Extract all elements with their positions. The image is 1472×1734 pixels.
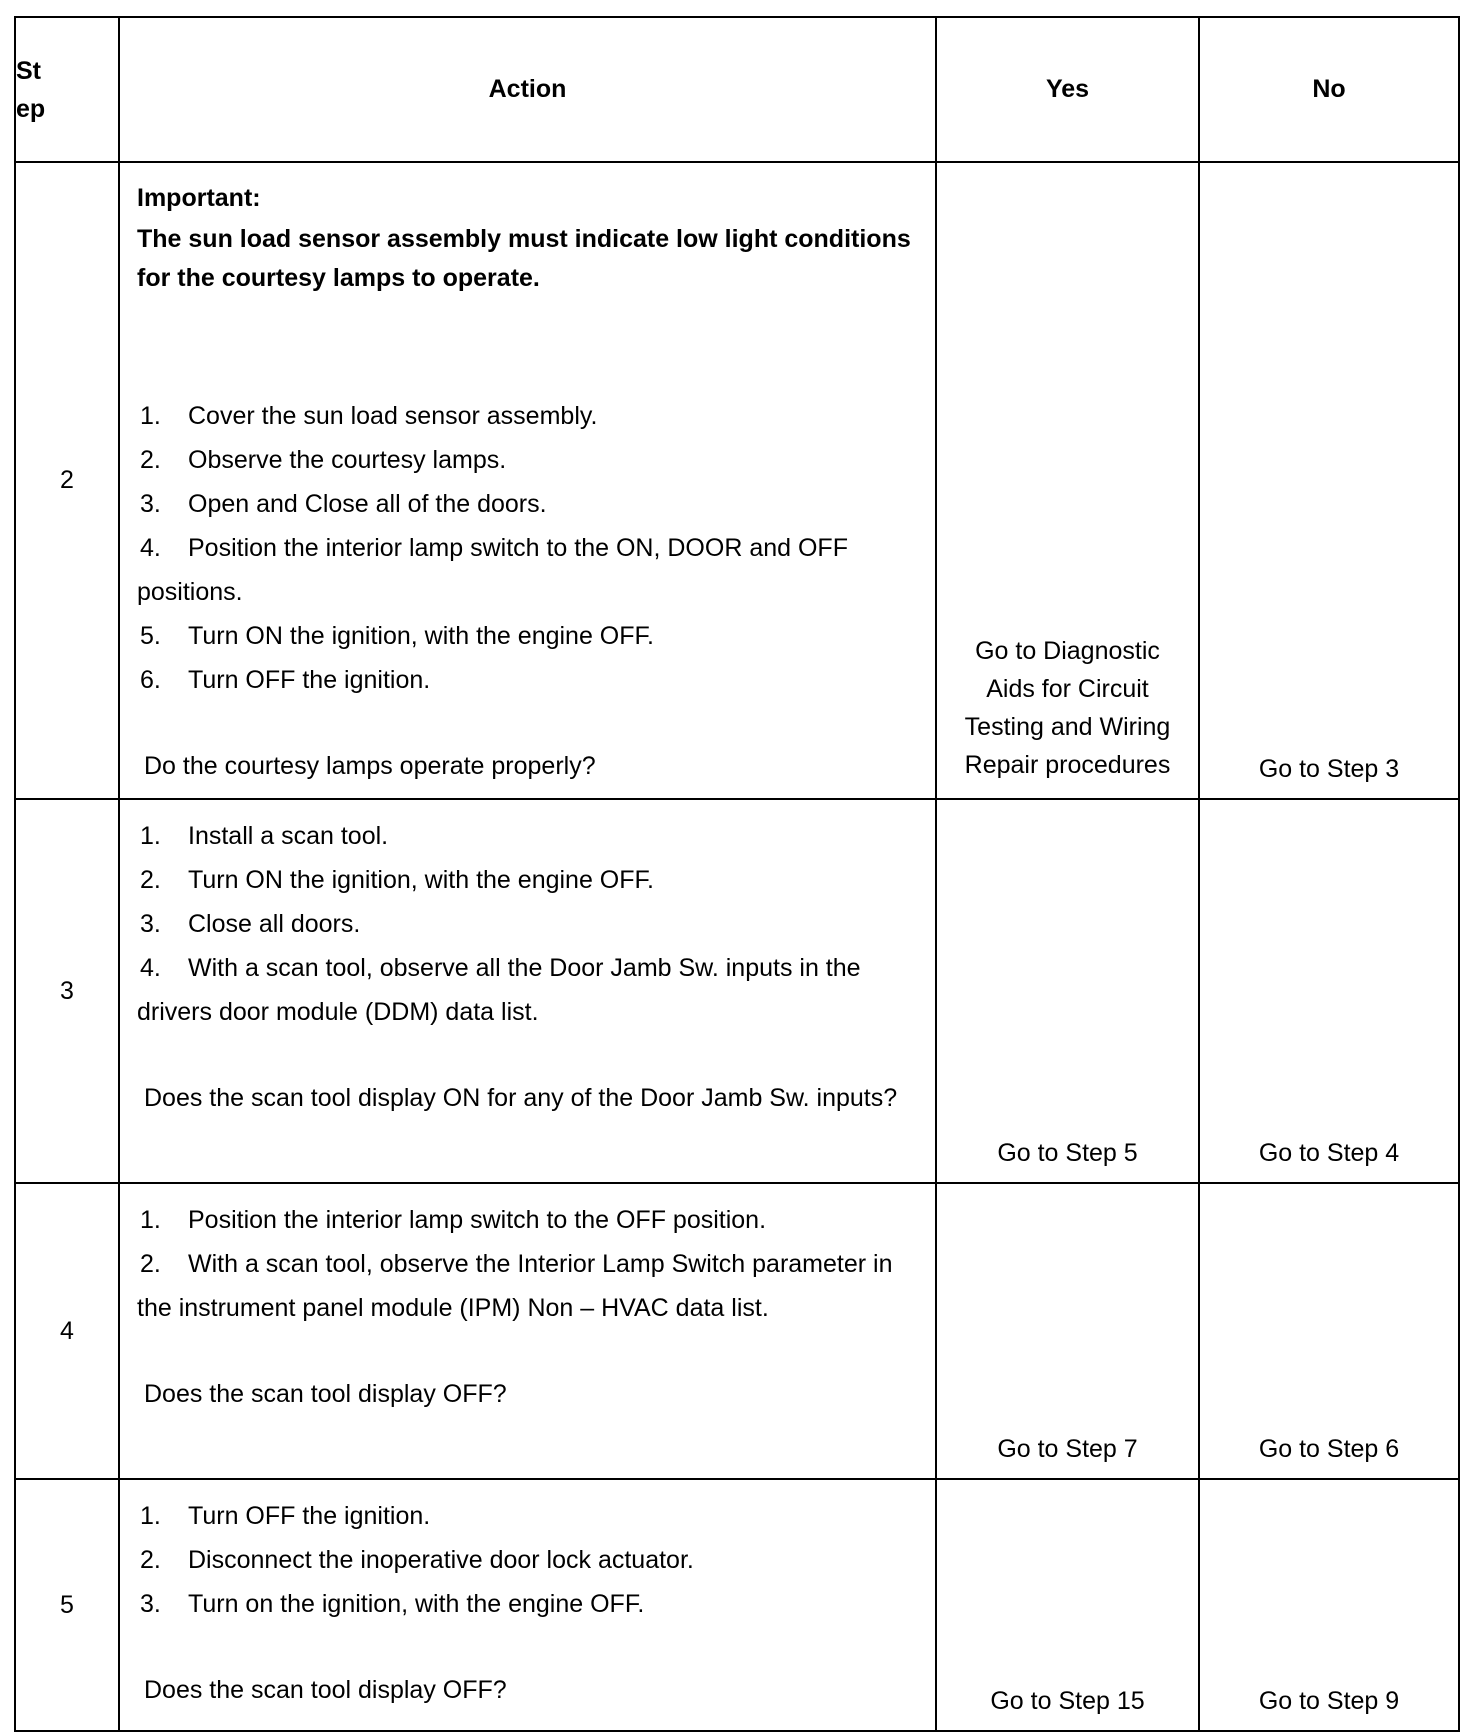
action-cell <box>119 1479 936 1731</box>
table-row <box>15 1479 1459 1731</box>
no-result: Go to Step 3 <box>1258 755 1400 783</box>
step-number: 5 <box>15 1479 119 1731</box>
header-step-line2: ep <box>16 94 46 123</box>
list-item: 4. With a scan tool, observe all the Door Jamb Sw. inputs in the drivers door module (DDM) data list. <box>137 954 861 1026</box>
step-number: 4 <box>15 1183 119 1479</box>
action-question: Does the scan tool display OFF? <box>144 1380 507 1408</box>
list-item: 1. Cover the sun load sensor assembly. <box>140 402 598 430</box>
yes-result: Go to Step 15 <box>990 1687 1145 1715</box>
yes-cell <box>936 799 1199 1183</box>
list-item: 1. Position the interior lamp switch to the OFF position. <box>140 1206 767 1234</box>
header-step <box>15 17 119 162</box>
yes-cell <box>936 1479 1199 1731</box>
no-result: Go to Step 4 <box>1258 1139 1400 1167</box>
action-list <box>137 1494 915 1626</box>
list-item: 3. Open and Close all of the doors. <box>140 490 547 518</box>
yes-result: Go to Step 7 <box>997 1435 1138 1463</box>
header-yes: Yes <box>936 17 1199 162</box>
list-item: 1. Install a scan tool. <box>140 822 389 850</box>
yes-cell <box>936 1183 1199 1479</box>
list-item: 3. Turn on the ignition, with the engine OFF. <box>140 1590 645 1618</box>
yes-result: Go to Diagnostic Aids for Circuit Testing and Wiring Repair procedures <box>964 637 1171 779</box>
list-item: 2. Disconnect the inoperative door lock actuator. <box>140 1546 694 1574</box>
diagnostic-table-page <box>14 16 1458 1727</box>
list-item: 2. Observe the courtesy lamps. <box>140 446 507 474</box>
step-number: 2 <box>15 162 119 799</box>
yes-result: Go to Step 5 <box>997 1139 1138 1167</box>
action-question: Does the scan tool display ON for any of the Door Jamb Sw. inputs? <box>144 1084 898 1112</box>
action-cell <box>119 1183 936 1479</box>
list-item: 2. Turn ON the ignition, with the engine OFF. <box>140 866 654 894</box>
action-question: Does the scan tool display OFF? <box>144 1676 507 1704</box>
no-cell <box>1199 1183 1459 1479</box>
table-row <box>15 162 1459 799</box>
no-cell <box>1199 799 1459 1183</box>
header-no: No <box>1199 17 1459 162</box>
important-text: The sun load sensor assembly must indicate low light conditions for the courtesy lamps to operate. <box>137 225 911 292</box>
action-list <box>137 394 915 702</box>
action-cell <box>119 799 936 1183</box>
header-action: Action <box>119 17 936 162</box>
table-row <box>15 1183 1459 1479</box>
table-row <box>15 799 1459 1183</box>
no-cell <box>1199 1479 1459 1731</box>
diagnostic-table <box>14 16 1460 1732</box>
no-result: Go to Step 6 <box>1258 1435 1400 1463</box>
list-item: 6. Turn OFF the ignition. <box>140 666 431 694</box>
no-result: Go to Step 9 <box>1258 1687 1400 1715</box>
list-item: 5. Turn ON the ignition, with the engine OFF. <box>140 622 654 650</box>
action-cell <box>119 162 936 799</box>
action-question: Do the courtesy lamps operate properly? <box>144 752 596 780</box>
list-item: 4. Position the interior lamp switch to the ON, DOOR and OFF positions. <box>137 534 848 606</box>
no-cell <box>1199 162 1459 799</box>
list-item: 1. Turn OFF the ignition. <box>140 1502 431 1530</box>
action-list <box>137 1198 915 1330</box>
action-list <box>137 814 915 1034</box>
yes-cell <box>936 162 1199 799</box>
header-step-line1: St <box>16 56 41 85</box>
list-item: 3. Close all doors. <box>140 910 361 938</box>
step-number: 3 <box>15 799 119 1183</box>
list-item: 2. With a scan tool, observe the Interior Lamp Switch parameter in the instrument panel module (IPM) Non – HVAC data list. <box>137 1250 893 1322</box>
important-label: Important: <box>137 184 261 212</box>
header-row <box>15 17 1459 162</box>
